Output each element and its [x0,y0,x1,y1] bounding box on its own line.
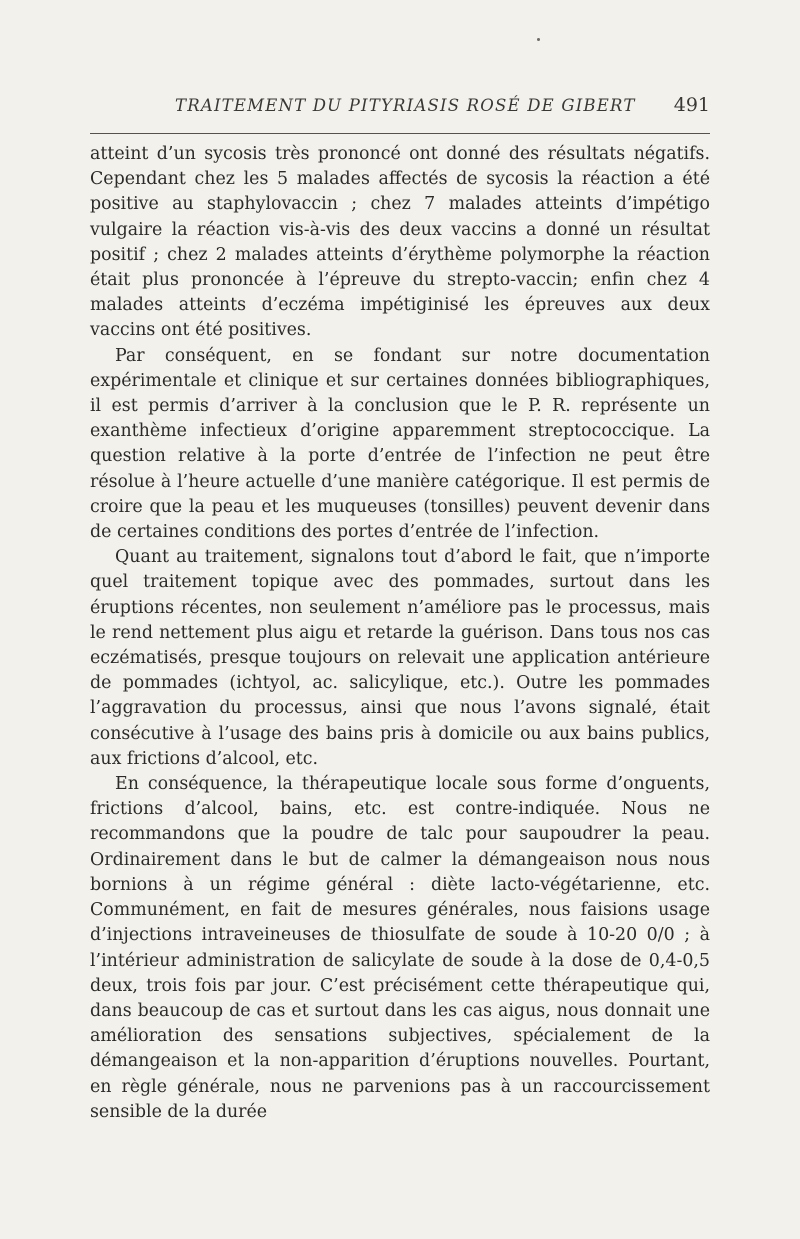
ink-speck [537,38,540,41]
paragraph-4: En conséquence, la thérapeutique locale sous forme d’onguents, frictions d’alcool, bains, etc. est contre-indiquée. Nous ne recommandons que la poudre de talc pour saupoudrer la peau. Ordinairement dans le but de calmer la démangeaison nous nous bornions à un régime général : diète lacto-végétarienne, etc. Communément, en fait de mesures générales, nous faisions usage d’injections intraveineuses de thiosulfate de soude à 10-20 0/0 ; à l’intérieur administration de salicylate de soude à la dose de 0,4-0,5 deux, trois fois par jour. C’est précisément cette thérapeutique qui, dans beaucoup de cas et surtout dans les cas aigus, nous donnait une amélioration des sensations subjectives, spécialement de la démangeaison et la non-apparition d’éruptions nouvelles. Pourtant, en règle générale, nous ne parvenions pas à un raccourcissement sensible de la durée [90,774,710,1122]
paragraph-1: atteint d’un sycosis très prononcé ont donné des résultats négatifs. Cependant chez les 5 malades affectés de sycosis la réaction a été positive au staphylovaccin ; chez 7 malades atteints d’impétigo vulgaire la réaction vis-à-vis des deux vaccins a donné un résultat positif ; chez 2 malades atteints d’érythème polymorphe la réaction était plus prononcée à l’épreuve du strepto-vaccin; enfin chez 4 malades atteints d’eczéma impétiginisé les épreuves aux deux vaccins ont été positives. [90,144,710,341]
paragraph-3: Quant au traitement, signalons tout d’abord le fait, que n’importe quel traitement topique avec des pommades, surtout dans les éruptions récentes, non seulement n’améliore pas le processus, mais le rend nettement plus aigu et retarde la guérison. Dans tous nos cas eczématisés, presque toujours on relevait une application antérieure de pommades (ichtyol, ac. salicylique, etc.). Outre les pommades l’aggravation du processus, ainsi que nous l’avons signalé, était consécutive à l’usage des bains pris à domicile ou aux bains publics, aux frictions d’alcool, etc. [90,547,710,769]
body-text [90,142,710,1125]
paragraph-2: Par conséquent, en se fondant sur notre documentation expérimentale et clinique et sur certaines données bibliographiques, il est permis d’arriver à la conclusion que le P. R. représente un exanthème infectieux d’origine apparemment streptococcique. La question relative à la porte d’entrée de l’infection ne peut être résolue à l’heure actuelle d’une manière catégorique. Il est permis de croire que la peau et les muqueuses (tonsilles) peuvent devenir dans de certaines conditions des portes d’entrée de l’infection. [90,345,710,543]
page-header [90,96,710,126]
page-number: 491 [673,94,710,116]
header-rule [90,133,710,134]
running-title: TRAITEMENT DU PITYRIASIS ROSÉ DE GIBERT [175,96,636,115]
